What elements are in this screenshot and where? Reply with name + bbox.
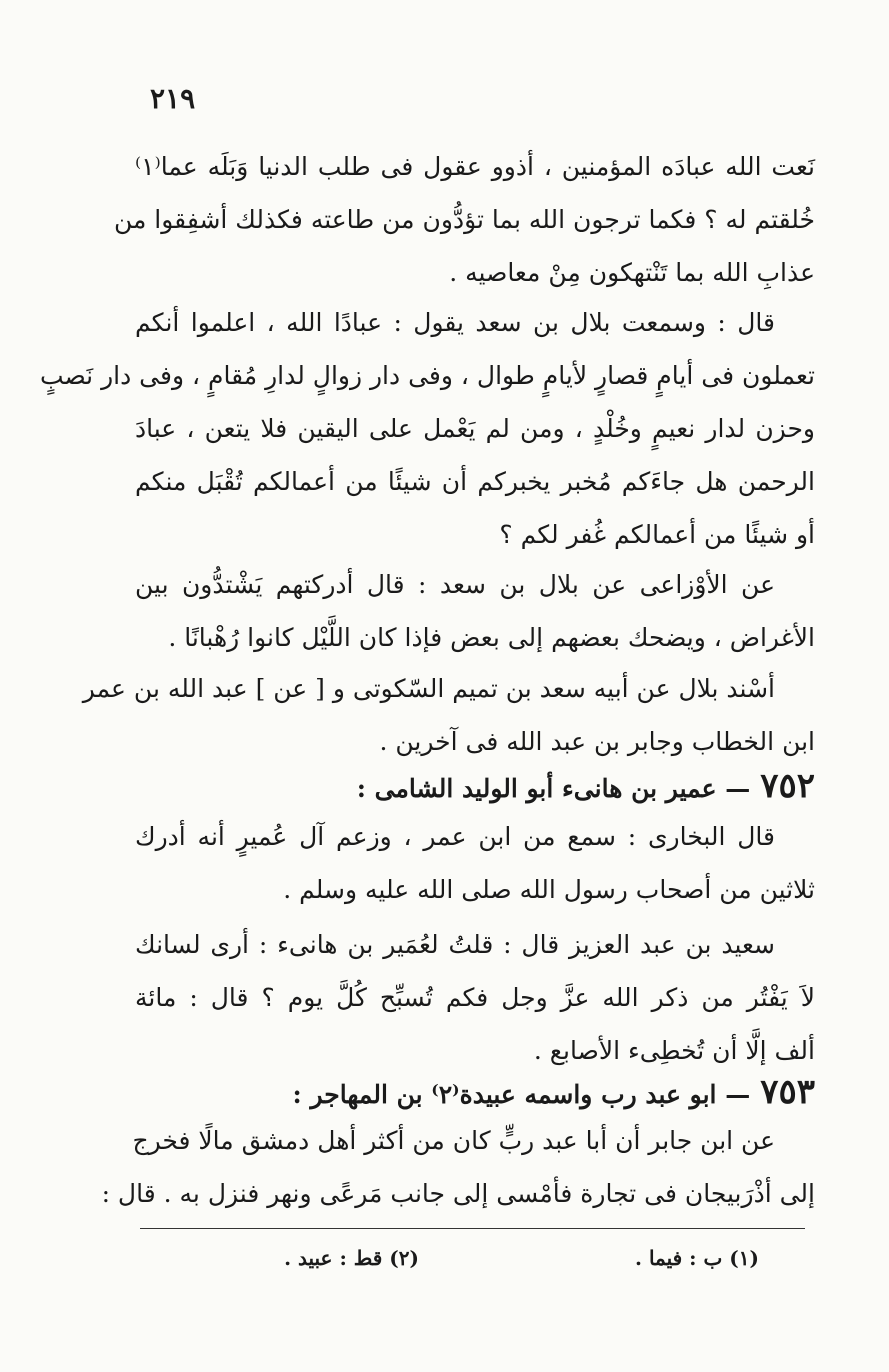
text-line: عن الأوْزاعى عن بلال بن سعد : قال أدركتهم يَشْتدُّون بين xyxy=(135,570,775,599)
entry-number: ٧٥٣ xyxy=(760,1072,815,1112)
entry-heading-752 xyxy=(135,766,815,809)
footnote-2: (٢) قط : عبيد . xyxy=(284,1246,419,1270)
paragraph-753-1 xyxy=(101,1114,815,1220)
text-line: ألف إلَّا أن تُخطِىء الأصابع . xyxy=(533,1036,815,1065)
text-line: الرحمن هل جاءَكم مُخبر يخبركم أن شيئًا من أعمالكم تُقْبَل منكم xyxy=(135,467,815,496)
text-line: أو شيئًا من أعمالكم غُفر لكم ؟ xyxy=(499,520,815,549)
entry-title: — ابو عبد رب واسمه عبيدة⁽٢⁾ بن المهاجر : xyxy=(292,1080,751,1109)
paragraph-752-2 xyxy=(135,918,815,1077)
page-number: ٢١٩ xyxy=(150,82,196,115)
text-line: وحزن لدار نعيمٍ وخُلْدٍ ، ومن لم يَعْمل على اليقين فلا يتعن ، عبادَ xyxy=(135,414,815,443)
text-line: عذابِ الله بما تَنْتهكون مِنْ معاصيه . xyxy=(449,258,815,287)
footnote-divider xyxy=(140,1228,805,1229)
entry-heading-753 xyxy=(135,1072,815,1115)
text-line: سعيد بن عبد العزيز قال : قلتُ لعُمَير بن هانىء : أرى لسانك xyxy=(135,930,775,959)
text-line: الأغراض ، ويضحك بعضهم إلى بعض فإذا كان اللَّيْل كانوا رُهْبانًا . xyxy=(168,623,815,652)
paragraph-4 xyxy=(82,662,815,768)
text-line: ثلاثين من أصحاب رسول الله صلى الله عليه وسلم . xyxy=(283,875,815,904)
footnote-1: (١) ب : فيما . xyxy=(635,1246,759,1270)
text-line: لاَ يَفْتُر من ذكر الله عزَّ وجل فكم تُسبِّح كُلَّ يوم ؟ قال : مائة xyxy=(135,983,815,1012)
paragraph-3 xyxy=(135,558,815,664)
text-line: إلى أذْرَبيجان فى تجارة فأمْسى إلى جانب مَرعًى ونهر فنزل به . قال : xyxy=(101,1179,815,1208)
text-line: ابن الخطاب وجابر بن عبد الله فى آخرين . xyxy=(379,727,815,756)
paragraph-1 xyxy=(113,140,816,299)
paragraph-2 xyxy=(39,296,815,561)
text-line: خُلقتم له ؟ فكما ترجون الله بما تؤدُّون من طاعته فكذلك أشفِقوا من xyxy=(113,205,815,234)
text-line: تعملون فى أيامٍ قصارٍ لأيامٍ طوال ، وفى دار زوالٍ لدارِ مُقامٍ ، وفى دار نَصبٍ xyxy=(39,361,815,390)
entry-title: — عمير بن هانىء أبو الوليد الشامى : xyxy=(356,774,751,803)
text-line: نَعت الله عبادَه المؤمنين ، أذوو عقول فى طلب الدنيا وَبَلَه عما⁽١⁾ xyxy=(135,152,816,181)
text-line: أسْند بلال عن أبيه سعد بن تميم السّكوتى و [ عن ] عبد الله بن عمر xyxy=(82,674,775,703)
text-line: قال : وسمعت بلال بن سعد يقول : عبادًا الله ، اعلموا أنكم xyxy=(135,308,775,337)
text-line: عن ابن جابر أن أبا عبد ربٍّ كان من أكثر أهل دمشق مالًا فخرج xyxy=(132,1126,775,1155)
entry-number: ٧٥٢ xyxy=(760,766,815,806)
paragraph-752-1 xyxy=(135,810,815,916)
text-line: قال البخارى : سمع من ابن عمر ، وزعم آل عُميرٍ أنه أدرك xyxy=(135,822,775,851)
